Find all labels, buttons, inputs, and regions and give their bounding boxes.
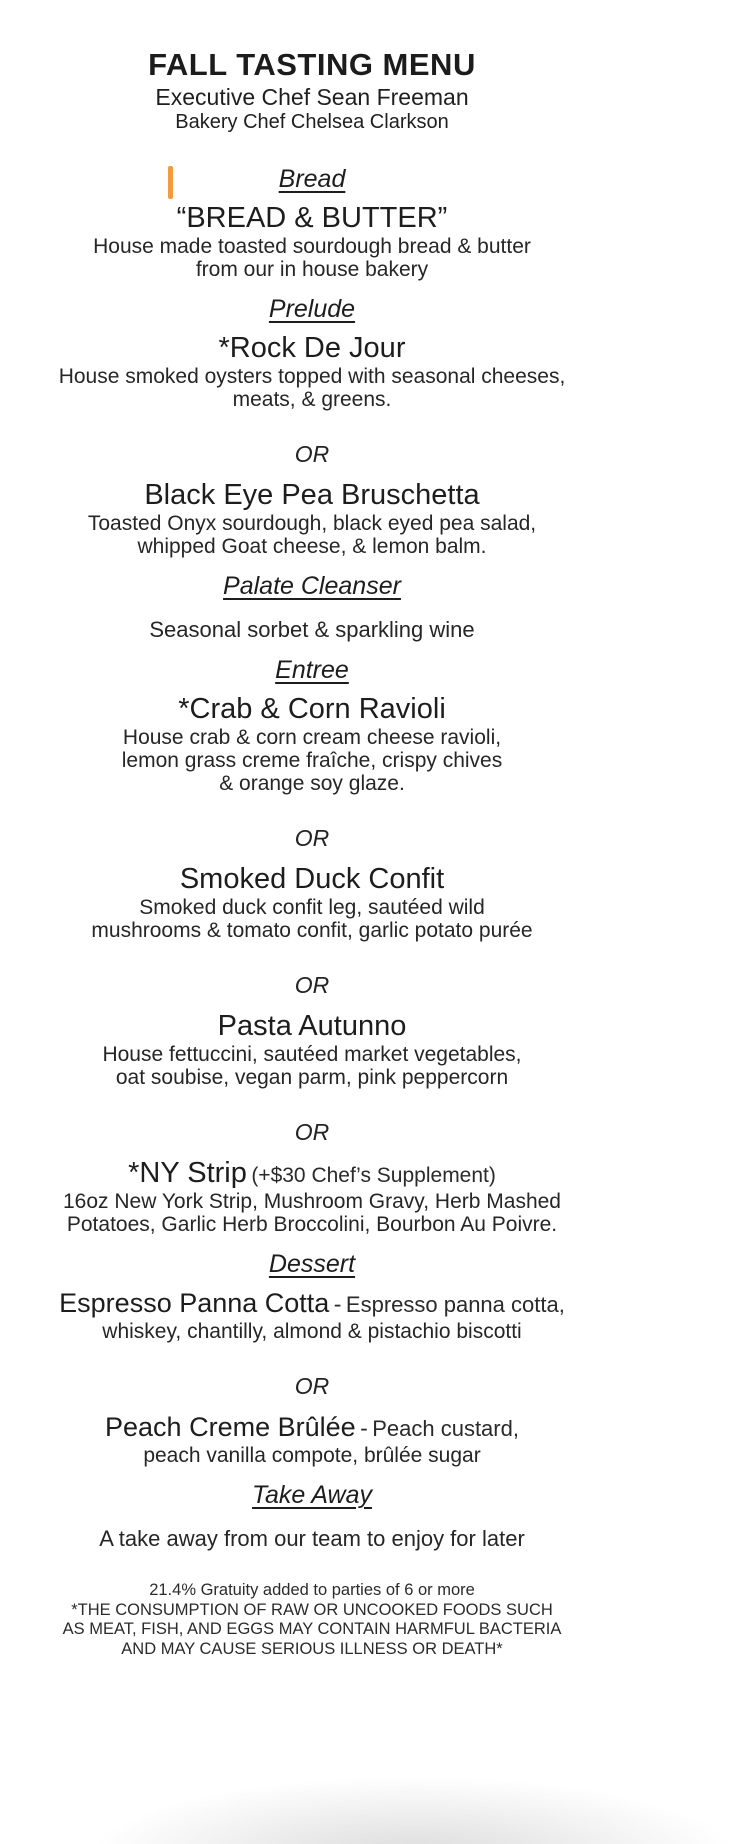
disclaimer-line: AND MAY CAUSE SERIOUS ILLNESS OR DEATH* xyxy=(121,1639,503,1658)
or-separator: OR xyxy=(294,1119,330,1145)
page-bottom-shadow xyxy=(0,1724,752,1844)
section-heading-bread: Bread xyxy=(278,165,346,193)
item-supplement: (+$30 Chef’s Supplement) xyxy=(251,1164,496,1187)
item-title: Peach Creme Brûlée xyxy=(105,1412,356,1442)
item-description: mushrooms & tomato confit, garlic potato purée xyxy=(91,919,533,942)
item-description: lemon grass creme fraîche, crispy chives xyxy=(121,749,503,772)
section-take-away xyxy=(0,1480,624,1510)
item-title: Black Eye Pea Bruschetta xyxy=(144,479,480,511)
item-description: oat soubise, vegan parm, pink peppercorn xyxy=(115,1066,509,1089)
item-title: “BREAD & BUTTER” xyxy=(176,202,448,234)
menu-item-pasta-autunno xyxy=(0,1010,624,1089)
item-description: Toasted Onyx sourdough, black eyed pea salad, xyxy=(87,512,537,535)
disclaimer-line: AS MEAT, FISH, AND EGGS MAY CONTAIN HARMFUL BACTERIA xyxy=(62,1620,562,1638)
section-heading-entree: Entree xyxy=(275,656,349,684)
or-separator: OR xyxy=(294,972,330,998)
item-title: Espresso Panna Cotta xyxy=(59,1288,330,1318)
section-entree xyxy=(0,655,624,685)
item-title: Pasta Autunno xyxy=(217,1010,407,1042)
item-description: peach vanilla compote, brûlée sugar xyxy=(143,1444,481,1467)
item-inline-description: Espresso panna cotta, xyxy=(345,1292,565,1317)
menu-item-bread-butter xyxy=(0,202,624,281)
item-title: Smoked Duck Confit xyxy=(179,863,445,895)
item-title: *Rock De Jour xyxy=(218,332,406,364)
menu-item-smoked-duck-confit xyxy=(0,863,624,942)
item-title-line xyxy=(0,1411,624,1444)
section-prelude xyxy=(0,294,624,324)
gratuity-note: 21.4% Gratuity added to parties of 6 or more xyxy=(149,1581,475,1599)
menu-item-espresso-panna-cotta xyxy=(0,1287,624,1343)
disclaimer-line: *THE CONSUMPTION OF RAW OR UNCOOKED FOODS SUCH xyxy=(71,1600,553,1619)
dash-separator: - xyxy=(360,1415,368,1441)
or-separator: OR xyxy=(294,441,330,467)
section-heading-prelude: Prelude xyxy=(268,295,356,323)
section-heading-palate-cleanser: Palate Cleanser xyxy=(223,572,401,600)
item-description: 16oz New York Strip, Mushroom Gravy, Herb Mashed xyxy=(63,1190,561,1213)
menu-item-peach-creme-brulee xyxy=(0,1411,624,1467)
item-title-line xyxy=(0,1287,624,1320)
item-description: whipped Goat cheese, & lemon balm. xyxy=(137,535,487,558)
bakery-chef-line: Bakery Chef Chelsea Clarkson xyxy=(175,111,449,133)
item-description: House crab & corn cream cheese ravioli, xyxy=(122,726,502,749)
item-inline-description: Peach custard, xyxy=(372,1416,519,1441)
section-bread xyxy=(0,164,624,194)
item-description: House fettuccini, sautéed market vegetables, xyxy=(102,1043,522,1066)
item-description: Potatoes, Garlic Herb Broccolini, Bourbon Au Poivre. xyxy=(66,1213,558,1236)
item-description: & orange soy glaze. xyxy=(219,772,405,795)
page-title: FALL TASTING MENU xyxy=(148,47,476,82)
item-title-line xyxy=(0,1157,624,1190)
section-heading-dessert: Dessert xyxy=(268,1250,356,1278)
dash-separator: - xyxy=(333,1291,342,1317)
item-description: A take away from our team to enjoy for later xyxy=(99,1526,525,1551)
item-title: *NY Strip xyxy=(128,1157,247,1189)
section-heading-take-away: Take Away xyxy=(252,1481,372,1509)
footer-disclaimer xyxy=(0,1581,624,1659)
menu-item-ny-strip xyxy=(0,1157,624,1236)
or-separator: OR xyxy=(294,1373,330,1399)
menu-item-crab-corn-ravioli xyxy=(0,693,624,795)
item-description: meats, & greens. xyxy=(232,388,392,411)
item-description: from our in house bakery xyxy=(195,258,429,281)
menu-item-rock-de-jour xyxy=(0,332,624,411)
or-separator: OR xyxy=(294,825,330,851)
item-title: *Crab & Corn Ravioli xyxy=(178,693,446,725)
section-palate-cleanser xyxy=(0,571,624,601)
item-description: Smoked duck confit leg, sautéed wild xyxy=(139,896,485,919)
item-description: Seasonal sorbet & sparkling wine xyxy=(149,617,475,642)
item-description: House made toasted sourdough bread & butter xyxy=(93,235,531,258)
item-description: House smoked oysters topped with seasonal cheeses, xyxy=(58,365,566,388)
executive-chef-line: Executive Chef Sean Freeman xyxy=(155,84,469,110)
menu-item-black-eye-pea-bruschetta xyxy=(0,479,624,558)
item-description: whiskey, chantilly, almond & pistachio biscotti xyxy=(102,1320,522,1343)
section-dessert xyxy=(0,1249,624,1279)
